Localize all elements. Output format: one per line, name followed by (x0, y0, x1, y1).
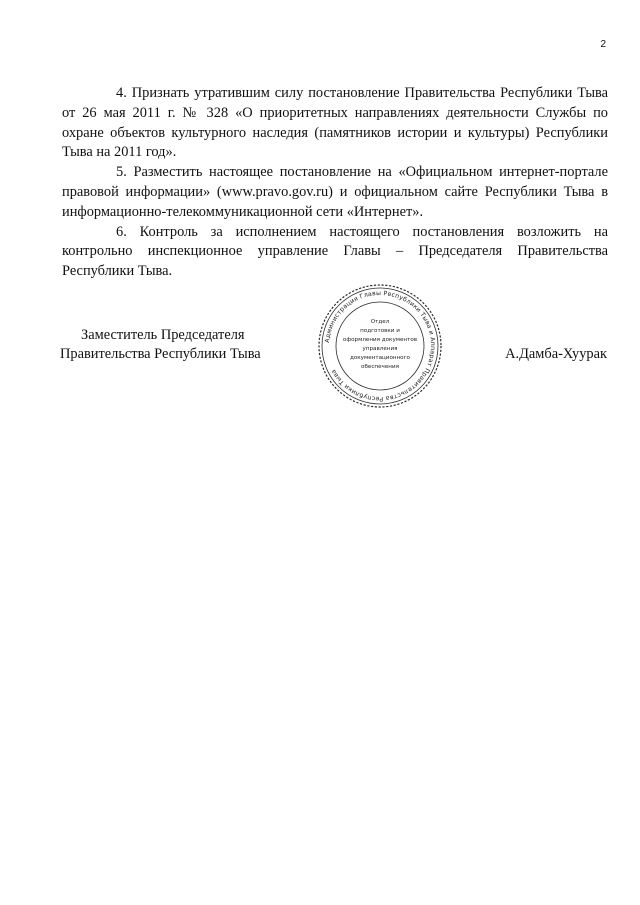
signatory-title-line1: Заместитель Председателя (81, 327, 245, 343)
stamp-center-line: Отдел (370, 319, 390, 325)
stamp-center-line: подготовки и (360, 328, 400, 334)
stamp-ring-text: Администрация Главы Республики Тыва и Аппарат Правительства Республики Тыва (324, 289, 437, 403)
signatory-title-line2: Правительства Республики Тыва (60, 346, 261, 362)
document-body (62, 84, 608, 282)
stamp-center-line: документационного (350, 355, 410, 361)
paragraph-6: 6. Контроль за исполнением настоящего постановления возложить на контрольно инспекционное управление Главы – Председателя Правительства Республики Тыва. (62, 223, 608, 280)
paragraph-4: 4. Признать утратившим силу постановление Правительства Республики Тыва от 26 мая 2011 г. № 328 «О приоритетных направлениях деятельности Службы по охране объектов культурного наследия (памятников истории и культуры) Республики Тыва на 2011 год». (62, 85, 608, 161)
stamp-center-line: управления (362, 346, 398, 352)
stamp-graphic (317, 283, 443, 409)
stamp-center-line: обеспечения (361, 364, 399, 370)
signatory-name: А.Дамба-Хуурак (505, 346, 607, 362)
stamp-center-line: оформления документов (342, 337, 418, 343)
official-stamp (317, 283, 443, 409)
page-number: 2 (600, 39, 606, 50)
paragraph-5: 5. Разместить настоящее постановление на «Официальном интернет-портале правовой информации» (www.pravo.gov.ru) и официальном сайте Республики Тыва в информационно-телекоммуникационной сети «Интернет». (62, 164, 608, 220)
signatory-title (60, 326, 261, 364)
